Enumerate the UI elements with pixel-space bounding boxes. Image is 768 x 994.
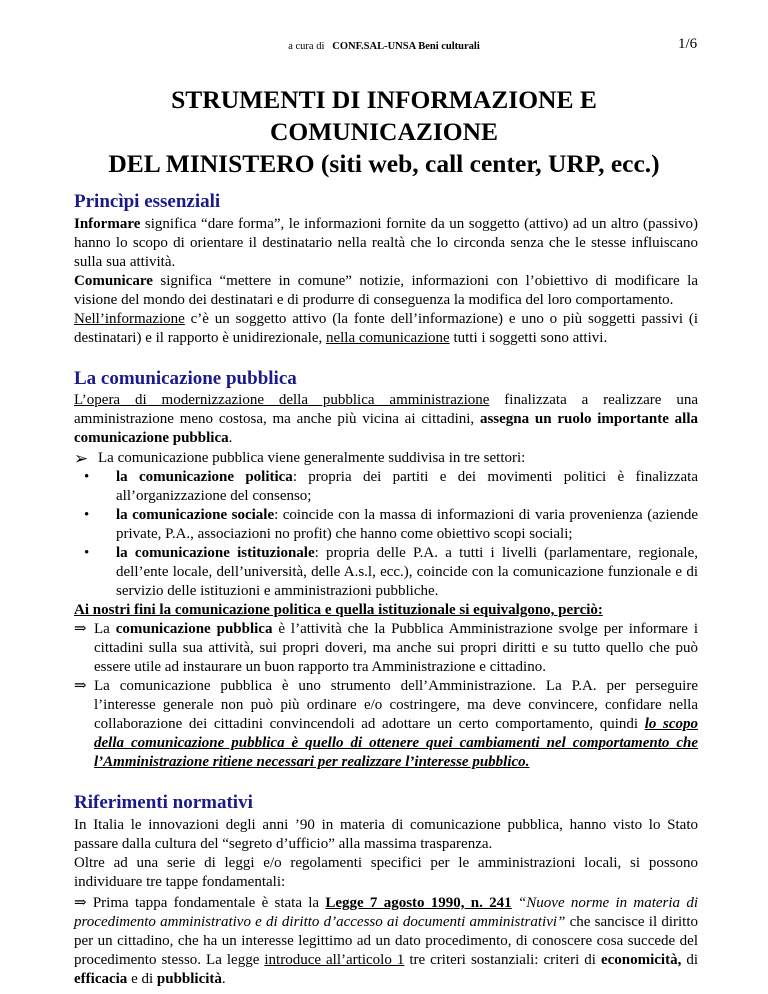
text-part: . xyxy=(221,971,226,987)
bold-term: comunicazione pubblica xyxy=(115,621,273,637)
text-part: Oltre ad una serie di leggi e/o regolamenti specifici per le amministrazioni locali, si possono individuare tre tappe fondamentali: xyxy=(74,855,698,890)
arrow-right-icon: ⇒ xyxy=(74,621,87,637)
header-org: CONF.SAL-UNSA Beni culturali xyxy=(332,41,480,52)
main-content xyxy=(74,191,698,989)
list-item xyxy=(74,506,698,544)
page-title xyxy=(60,84,708,180)
title-line-2: DEL MINISTERO (siti web, call center, URP, ecc.) xyxy=(108,149,660,178)
bold-term: economicità, xyxy=(600,952,682,968)
underlined-comunicazione: nella comunicazione xyxy=(325,330,450,346)
settori-list xyxy=(74,468,698,601)
text-part: e di xyxy=(127,971,157,987)
item-text: : propria delle P.A. a tutti i livelli (parlamentare, regionale, dell’ente locale, dell’università, delle A.s.l, ecc.), coincide con la comunicazione funzionale e di servizio delle istituzioni e amministrazioni pubbliche. xyxy=(116,545,699,599)
underlined-modernizzazione: L’opera di modernizzazione della pubblica amministrazione xyxy=(74,392,490,408)
section-heading-comunicazione-pubblica: La comunicazione pubblica xyxy=(74,368,297,389)
title-line-1: STRUMENTI DI INFORMAZIONE E COMUNICAZIONE xyxy=(171,85,597,146)
bullet-icon: • xyxy=(84,545,90,561)
bold-term: efficacia xyxy=(74,971,128,987)
arrow-right-icon: ⇒ xyxy=(74,895,87,911)
text-comunicare: significa “mettere in comune” notizie, informazioni con l’obiettivo di modificare la visione del mondo dei destinatari e di produrre di conseguenza la modifica del loro comportamento. xyxy=(74,273,698,308)
text-part: è l’attività che la Pubblica Amministrazione svolge per informare i cittadini sulla sua attività, sui propri doveri, ma anche sui propri diritti e su tutto quello che può essere utile ad instaurare un buon rapporto tra Amministrazione e cittadino. xyxy=(94,621,698,675)
arrow-right-icon: ⇒ xyxy=(74,678,87,694)
conclusion-text: Ai nostri fini la comunicazione politica e quella istituzionale si equivalgono, perciò: xyxy=(74,602,603,618)
paragraph-informare xyxy=(74,215,698,272)
text-part: tre criteri sostanziali: criteri di xyxy=(404,952,601,968)
paragraph-tappe xyxy=(74,854,698,892)
settori-intro xyxy=(74,449,698,468)
term-informare: Informare xyxy=(74,216,141,232)
text-part: di xyxy=(681,952,698,968)
bold-term: pubblicità xyxy=(156,971,222,987)
text-part: . xyxy=(228,430,233,446)
item-text: : propria dei partiti e dei movimenti politici è finalizzata all’organizzazione del consenso; xyxy=(116,469,698,504)
paragraph-modernizzazione xyxy=(74,391,698,448)
header-prefix: a cura di xyxy=(288,41,325,52)
item-term: la comunicazione sociale xyxy=(116,507,275,523)
arrowhead-bullet-icon: ➢ xyxy=(74,449,89,468)
underlined-articolo: introduce all’articolo 1 xyxy=(264,952,405,968)
bullet-icon: • xyxy=(84,469,90,485)
paragraph-conclusione xyxy=(74,601,698,620)
paragraph-informazione-comunicazione xyxy=(74,310,698,348)
section-heading-principi: Princìpi essenziali xyxy=(74,191,221,212)
bold-italic-scopo: lo scopo della comunicazione pubblica è quello di ottenere quei cambiamenti nel comportamento che l’Amministrazione ritiene necessari per realizzare l’interesse pubblico. xyxy=(94,716,698,770)
arrow-item-comunicazione-pubblica xyxy=(74,620,698,677)
text-part: c’è un soggetto attivo (la fonte dell’informazione) e uno o più soggetti passivi (i destinatari) e il rapporto è unidirezionale, xyxy=(74,311,698,346)
item-term: la comunicazione istituzionale xyxy=(116,545,315,561)
arrow-item-strumento xyxy=(74,677,698,772)
law-reference: Legge 7 agosto 1990, n. 241 xyxy=(325,895,512,911)
term-comunicare: Comunicare xyxy=(74,273,153,289)
text-part: che sancisce il diritto per un cittadino, che ha un interesse legittimo ad un dato procedimento, di conoscere cosa succede del procedimento stesso. La legge xyxy=(74,914,698,968)
text-part: tutti i soggetti sono attivi. xyxy=(449,330,608,346)
law-title: “Nuove norme in materia di procedimento amministrativo e di diritto d’accesso ai documenti amministrativi” xyxy=(74,895,698,930)
paragraph-innovazioni xyxy=(74,816,698,854)
settori-intro-text: La comunicazione pubblica viene generalmente suddivisa in tre settori: xyxy=(98,450,526,466)
section-heading-riferimenti: Riferimenti normativi xyxy=(74,792,253,813)
paragraph-legge-241 xyxy=(74,894,698,989)
text-informare: significa “dare forma”, le informazioni fornite da un soggetto (attivo) ad un altro (passivo) hanno lo scopo di orientare il destinatario nella realtà che lo circonda senza che le stesse influiscano sulla sua attività. xyxy=(74,216,698,270)
list-item xyxy=(74,544,698,601)
text-part: In Italia le innovazioni degli anni ’90 in materia di comunicazione pubblica, hanno visto lo Stato passare dalla cultura del “segreto d’ufficio” alla massima trasparenza. xyxy=(74,817,698,852)
text-part: La comunicazione pubblica è uno strumento dell’Amministrazione. La P.A. per perseguire l’interesse generale non può più ordinare e/o costringere, ma deve convincere, confidare nella collaborazione dei cittadini convincendoli ad adottare un certo comportamento, quindi xyxy=(94,678,698,732)
bullet-icon: • xyxy=(84,507,90,523)
list-item xyxy=(74,468,698,506)
text-part: La xyxy=(94,621,116,637)
page-header xyxy=(0,41,768,52)
item-text: : coincide con la massa di informazioni di varia provenienza (aziende private, P.A., associazioni no profit) che hanno come obiettivo scopi sociali; xyxy=(116,507,698,542)
bold-ruolo: assegna un ruolo importante alla comunicazione pubblica xyxy=(74,411,699,446)
item-term: la comunicazione politica xyxy=(116,469,293,485)
text-part: finalizzata a realizzare una amministrazione meno costosa, ma anche più vicina ai cittadini, xyxy=(74,392,698,427)
paragraph-comunicare xyxy=(74,272,698,310)
text-part: Prima tappa fondamentale è stata la xyxy=(86,895,326,911)
page-number: 1/6 xyxy=(678,36,698,52)
underlined-informazione: Nell’informazione xyxy=(74,311,185,327)
